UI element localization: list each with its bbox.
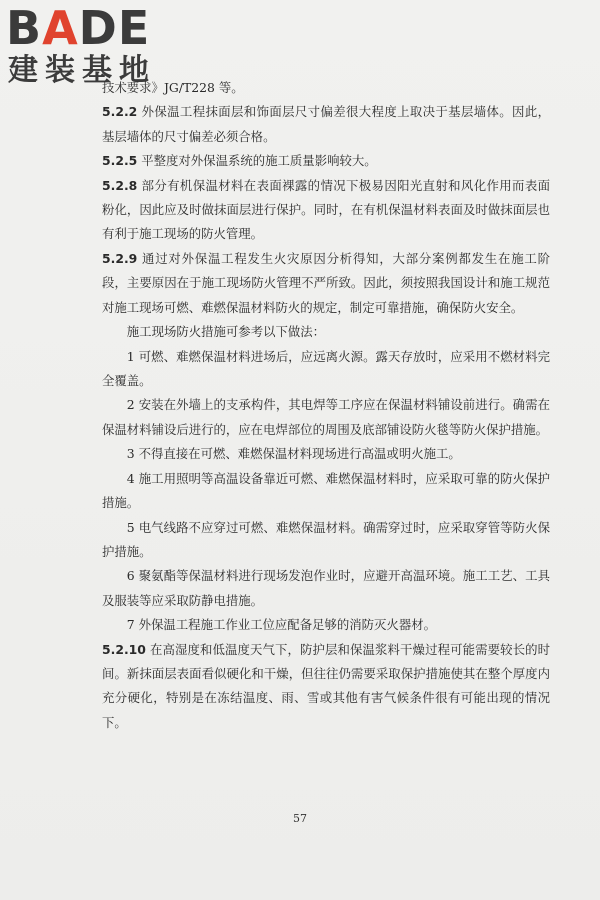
paragraph-5-2-9 [102, 247, 550, 320]
logo-brand-accent: A [42, 1, 79, 55]
list-item-6: 6 聚氨酯等保温材料进行现场发泡作业时，应避开高温环境。施工工艺、工具及服装等应采取防静电措施。 [102, 568, 550, 608]
page-number: 57 [293, 812, 307, 825]
page-content [102, 76, 550, 735]
section-number: 5.2.8 [102, 177, 138, 193]
paragraph-5-2-8 [102, 174, 550, 247]
section-number: 5.2.5 [102, 153, 138, 169]
list-item-5: 5 电气线路不应穿过可燃、难燃保温材料。确需穿过时，应采取穿管等防火保护措施。 [102, 519, 550, 559]
logo-subtitle: 建装基地 [8, 53, 156, 88]
logo-brand-prefix: B [6, 1, 43, 55]
paragraph-text: 通过对外保温工程发生火灾原因分析得知，大部分案例都发生在施工阶段，主要原因在于施工现场防火管理不严所致。因此，须按照我国设计和施工规范对施工现场可燃、难燃保温材料防火的规定，制定可靠措施，确保防火安全。 [102, 250, 550, 315]
paragraph-5-2-10 [102, 638, 550, 736]
paragraph-text: 外保温工程抹面层和饰面层尺寸偏差很大程度上取决于基层墙体。因此，基层墙体的尺寸偏差必须合格。 [102, 104, 550, 144]
paragraph-text: 部分有机保温材料在表面裸露的情况下极易因阳光直射和风化作用而表面粉化，因此应及时做抹面层进行保护。同时，在有机保温材料表面及时做抹面层也有利于施工现场的防火管理。 [102, 177, 550, 242]
paragraph-text: 平整度对外保温系统的施工质量影响较大。 [141, 153, 377, 169]
paragraph-text: 在高湿度和低温度天气下，防护层和保温浆料干燥过程可能需要较长的时间。新抹面层表面看似硬化和干燥，但往往仍需要采取保护措施使其在整个厚度内充分硬化，特别是在冻结温度、雨、雪或其他有害气候条件很有可能出现的情况下。 [102, 641, 550, 730]
section-number: 5.2.9 [102, 250, 138, 266]
list-item-7: 7 外保温工程施工作业工位应配备足够的消防灭火器材。 [126, 617, 436, 633]
logo-brand [6, 1, 151, 55]
paragraph-5-2-2 [102, 100, 550, 149]
section-number: 5.2.2 [102, 104, 138, 120]
logo-brand-suffix: DE [78, 1, 151, 55]
paragraph-0 [102, 76, 550, 100]
list-item-3: 3 不得直接在可燃、难燃保温材料现场进行高温或明火施工。 [126, 446, 461, 462]
paragraph-text: 技术要求》JG/T228 等。 [102, 80, 244, 95]
paragraph-5-2-5 [102, 149, 550, 173]
section-number: 5.2.10 [102, 641, 146, 657]
list-item-2: 2 安装在外墙上的支承构件，其电焊等工序应在保温材料铺设前进行。确需在保温材料铺设后进行的，应在电焊部位的周围及底部铺设防火毯等防火保护措施。 [102, 397, 550, 437]
list-item-1: 1 可燃、难燃保温材料进场后，应远离火源。露天存放时，应采用不燃材料完全覆盖。 [102, 348, 550, 389]
paragraph-fire-measures-intro: 施工现场防火措施可参考以下做法： [126, 324, 326, 340]
list-item-4: 4 施工用照明等高温设备靠近可燃、难燃保温材料时，应采取可靠的防火保护措施。 [102, 470, 550, 511]
